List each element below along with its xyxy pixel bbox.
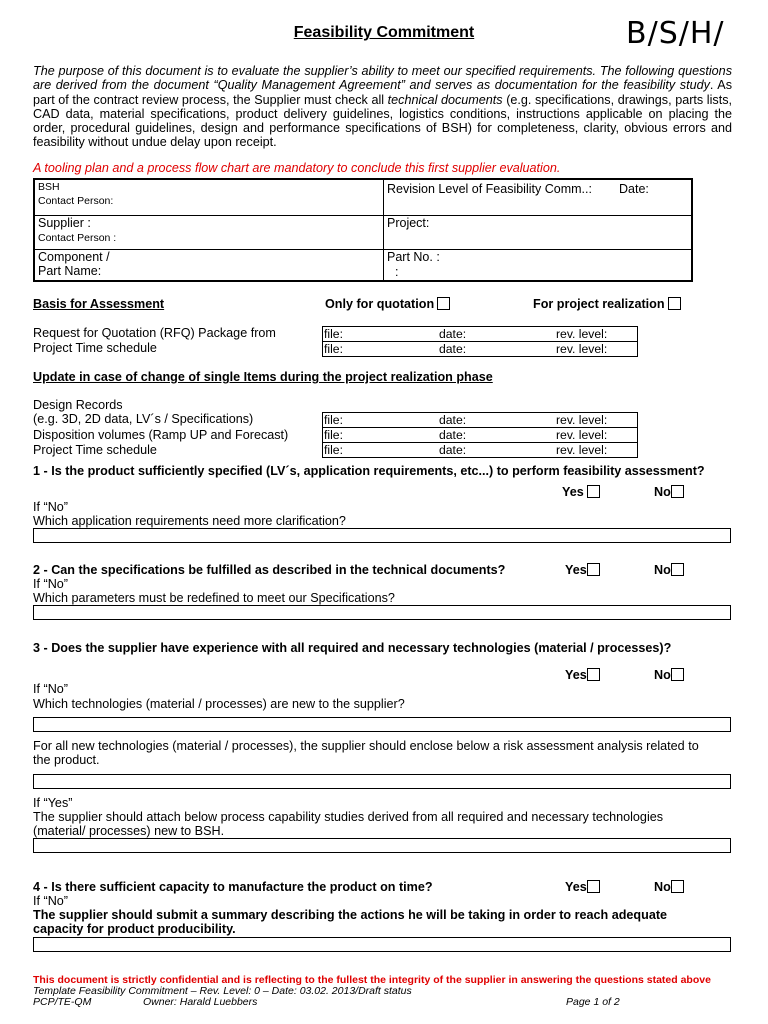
design-records-detail: (e.g. 3D, 2D data, LV´s / Specifications) <box>33 412 254 426</box>
q4-yes-checkbox[interactable] <box>587 880 600 893</box>
q4-question: 4 - Is there sufficient capacity to manufacture the product on time? <box>33 880 433 894</box>
rev-label: rev. level: <box>556 413 608 427</box>
rev-label: rev. level: <box>556 428 608 442</box>
time-schedule-label: Project Time schedule <box>33 341 157 355</box>
bsh-contact-label: Contact Person: <box>38 195 114 207</box>
q1-text: Which application requirements need more clarification? <box>33 514 346 528</box>
yes-label: Yes <box>565 668 587 682</box>
no-label: No <box>654 485 671 499</box>
update-heading: Update in case of change of single Items during the project realization phase <box>33 370 493 384</box>
supplier-label[interactable]: Supplier : <box>38 216 91 230</box>
bsh-logo: B/S/H/ <box>626 16 725 51</box>
update-schedule-label: Project Time schedule <box>33 443 157 457</box>
date-label: date: <box>439 327 467 341</box>
q3-no-checkbox[interactable] <box>671 668 684 681</box>
revision-label[interactable]: Revision Level of Feasibility Comm..: <box>387 182 592 196</box>
no-label: No <box>654 668 671 682</box>
only-quotation-label: Only for quotation <box>325 297 435 311</box>
part-no-value: : <box>395 265 399 279</box>
update-file-table <box>322 412 638 458</box>
disposition-file-row[interactable] <box>323 427 637 442</box>
q4-yes[interactable] <box>565 880 600 894</box>
q2-text: Which parameters must be redefined to meet our Specifications? <box>33 591 395 605</box>
q1-answer-box[interactable] <box>33 528 731 543</box>
q3-no[interactable] <box>654 668 684 682</box>
date-label: date: <box>439 342 467 356</box>
q2-question: 2 - Can the specifications be fulfilled as described in the technical documents? <box>33 563 506 577</box>
date-label[interactable]: Date: <box>619 182 649 196</box>
q3-cap-text-1: The supplier should attach below process capability studies derived from all required and necessary technologies <box>33 810 664 824</box>
only-quotation-option[interactable] <box>325 297 450 311</box>
part-name-label[interactable]: Part Name: <box>38 264 102 278</box>
q1-yes[interactable] <box>562 485 600 499</box>
intro-part-2: . As part of the contract review process, the Supplier must check all <box>33 78 733 107</box>
q4-no-checkbox[interactable] <box>671 880 684 893</box>
q3-capability-box[interactable] <box>33 838 731 853</box>
basis-heading: Basis for Assessment <box>33 297 165 311</box>
q2-if-no: If “No” <box>33 577 68 591</box>
q3-yes[interactable] <box>565 668 600 682</box>
no-label: No <box>654 563 671 577</box>
update-schedule-file-row[interactable] <box>323 442 637 457</box>
project-realization-option[interactable] <box>533 297 681 311</box>
q3-yes-checkbox[interactable] <box>587 668 600 681</box>
q2-answer-box[interactable] <box>33 605 731 620</box>
q3-if-yes: If “Yes” <box>33 796 73 810</box>
file-label: file: <box>324 327 343 341</box>
file-label: file: <box>324 428 343 442</box>
part-no-label[interactable]: Part No. : <box>387 250 440 264</box>
mandatory-note: A tooling plan and a process flow chart are mandatory to conclude this first supplier evaluation. <box>33 161 561 175</box>
intro-part-3: technical documents <box>387 92 503 107</box>
rfq-file-row[interactable] <box>323 327 637 341</box>
rev-label: rev. level: <box>556 342 608 356</box>
q2-no-checkbox[interactable] <box>671 563 684 576</box>
q1-no[interactable] <box>654 485 684 499</box>
intro-paragraph <box>33 64 732 150</box>
only-quotation-checkbox[interactable] <box>437 297 450 310</box>
file-label: file: <box>324 342 343 356</box>
supplier-contact-label[interactable]: Contact Person : <box>38 232 117 244</box>
file-label: file: <box>324 413 343 427</box>
q4-if-no: If “No” <box>33 894 68 908</box>
footer-owner: Owner: Harald Luebbers <box>143 996 258 1008</box>
q4-text-1: The supplier should submit a summary describing the actions he will be taking in order to reach adequate <box>33 908 668 922</box>
date-label: date: <box>439 443 467 457</box>
rfq-label: Request for Quotation (RFQ) Package from <box>33 326 276 340</box>
no-label: No <box>654 880 671 894</box>
date-label: date: <box>439 413 467 427</box>
file-label: file: <box>324 443 343 457</box>
disposition-label: Disposition volumes (Ramp UP and Forecast) <box>33 428 289 442</box>
yes-label: Yes <box>562 485 584 499</box>
project-label[interactable]: Project: <box>387 216 430 230</box>
q3-question: 3 - Does the supplier have experience with all required and necessary technologies (material / processes)? <box>33 641 672 655</box>
rev-label: rev. level: <box>556 443 608 457</box>
footer-dept: PCP/TE-QM <box>33 996 92 1008</box>
footer-template: Template Feasibility Commitment – Rev. Level: 0 – Date: 03.02. 2013/Draft status <box>33 985 412 997</box>
q1-if-no: If “No” <box>33 500 68 514</box>
schedule-file-row[interactable] <box>323 341 637 356</box>
yes-label: Yes <box>565 563 587 577</box>
basis-file-table <box>322 326 638 357</box>
q1-no-checkbox[interactable] <box>671 485 684 498</box>
confidential-notice: This document is strictly confidential and is reflecting to the fullest the integrity of the supplier in answering the questions stated above <box>33 974 711 986</box>
q2-yes-checkbox[interactable] <box>587 563 600 576</box>
component-label[interactable]: Component / <box>38 250 110 264</box>
bsh-label: BSH <box>38 181 60 193</box>
footer-page: Page 1 of 2 <box>566 996 620 1008</box>
page-title: Feasibility Commitment <box>293 24 475 41</box>
q3-risk-box[interactable] <box>33 774 731 789</box>
q2-no[interactable] <box>654 563 684 577</box>
q3-text: Which technologies (material / processes) are new to the supplier? <box>33 697 405 711</box>
q1-yes-checkbox[interactable] <box>587 485 600 498</box>
q4-no[interactable] <box>654 880 684 894</box>
info-table <box>33 178 693 282</box>
project-realization-checkbox[interactable] <box>668 297 681 310</box>
project-realization-label: For project realization <box>533 297 665 311</box>
q2-yes[interactable] <box>565 563 600 577</box>
design-records-label: Design Records <box>33 398 123 412</box>
q3-answer-box[interactable] <box>33 717 731 732</box>
yes-label: Yes <box>565 880 587 894</box>
q4-answer-box[interactable] <box>33 937 731 952</box>
q3-risk-text-1: For all new technologies (material / processes), the supplier should enclose below a risk assessment analysis related to <box>33 739 699 753</box>
q3-cap-text-2: (material/ processes) new to BSH. <box>33 824 225 838</box>
q3-risk-text-2: the product. <box>33 753 100 767</box>
rev-label: rev. level: <box>556 327 608 341</box>
design-file-row[interactable] <box>323 413 637 427</box>
q1-question: 1 - Is the product sufficiently specified (LV´s, application requirements, etc...) to perform feasibility assessment? <box>33 464 705 478</box>
q4-text-2: capacity for product producibility. <box>33 922 236 936</box>
intro-part-1: The purpose of this document is to evaluate the supplier’s ability to meet our specified requirements. The following questions are derived from the document “Quality Management Agreement” and serves as documentation for the feasibility study <box>33 64 732 93</box>
q3-if-no: If “No” <box>33 682 68 696</box>
date-label: date: <box>439 428 467 442</box>
intro-part-4: (e.g. specifications, drawings, parts lists, CAD data, material specifications, product delivery guidelines, logistics conditions, instructions applicable on placing the order, procedural guidelines, design and performance specifications of BSH) for completeness, clarity, obvious errors and feasibility without undue delay upon receipt. <box>33 92 732 150</box>
